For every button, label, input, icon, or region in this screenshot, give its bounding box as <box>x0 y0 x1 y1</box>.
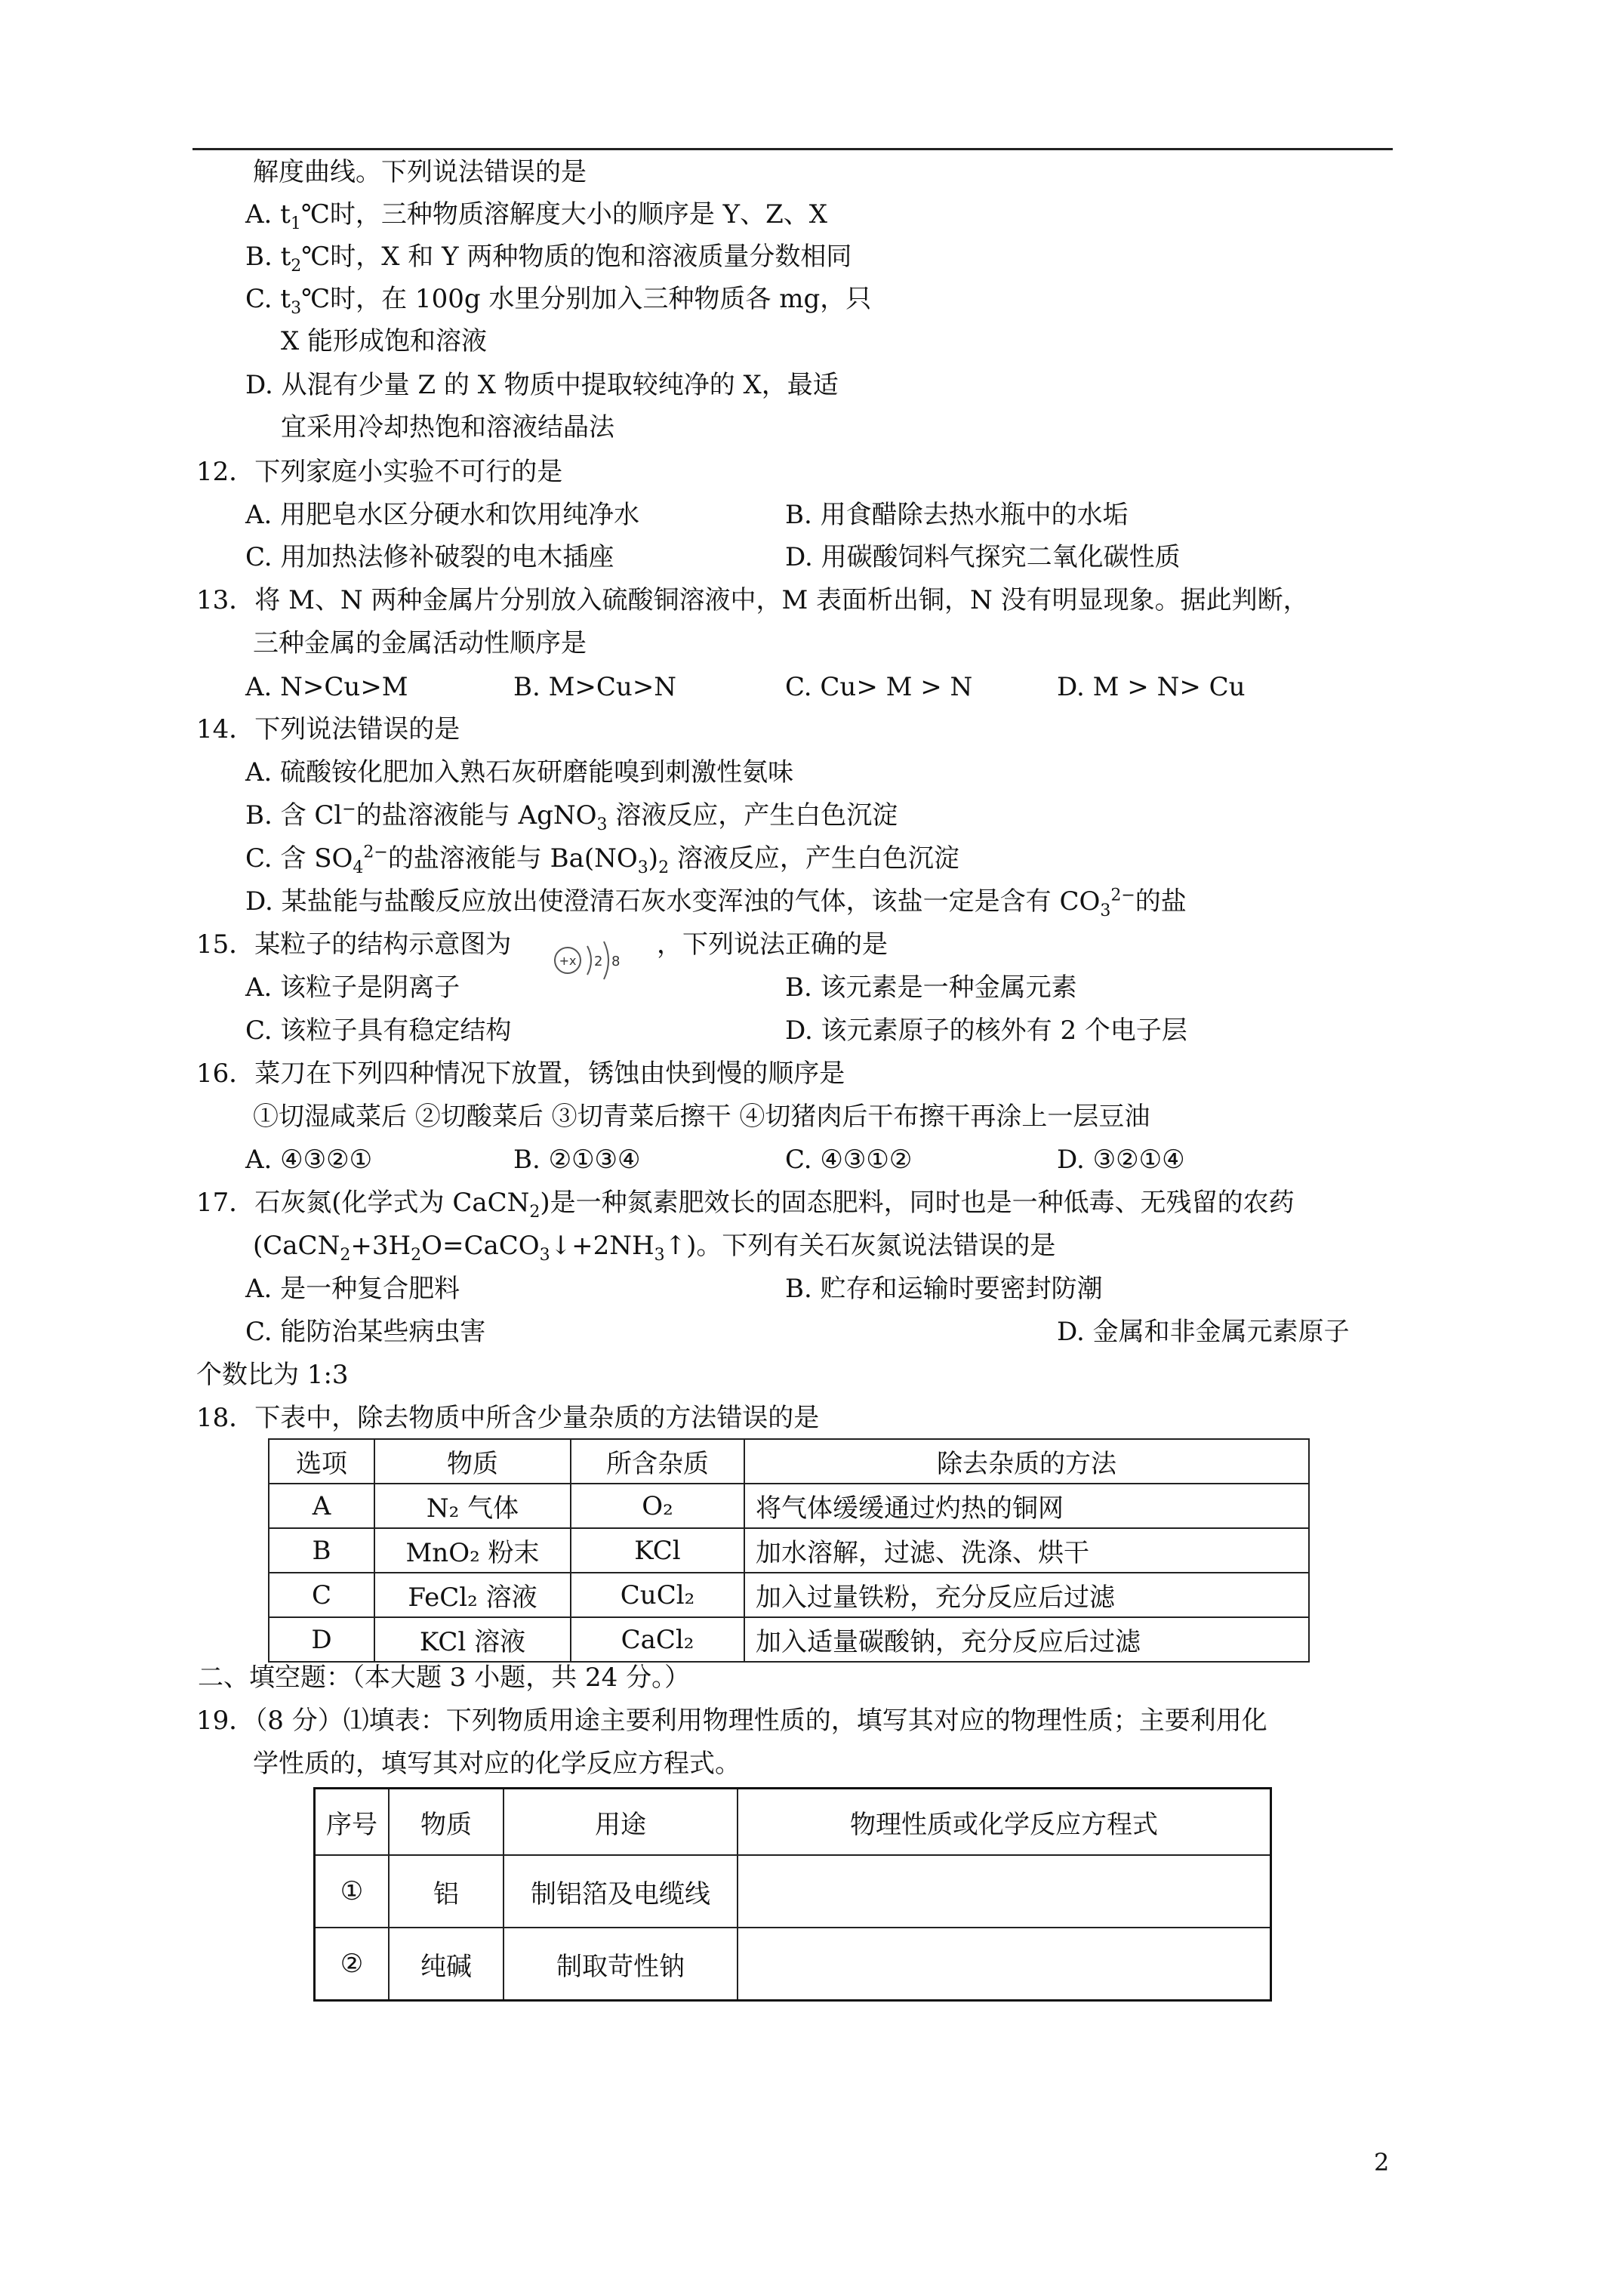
q16-stem: 16．菜刀在下列四种情况下放置，锈蚀由快到慢的顺序是 <box>196 1059 845 1089</box>
table-cell: 将气体缓缓通过灼热的铜网 <box>744 1484 1309 1528</box>
table-row <box>315 1855 1271 1928</box>
table-cell: O₂ <box>571 1484 744 1528</box>
q14-option-a: A. 硫酸铵化肥加入熟石灰研磨能嗅到刺激性氨味 <box>245 757 794 787</box>
table-row <box>269 1484 1309 1528</box>
q11-stem-cont: 解度曲线。下列说法错误的是 <box>253 157 587 187</box>
q12-option-b: B. 用食醋除去热水瓶中的水垢 <box>785 500 1129 530</box>
table-row <box>269 1617 1309 1662</box>
q16-option-a: A. ④③②① <box>245 1145 373 1175</box>
q16-option-d: D. ③②①④ <box>1057 1145 1185 1175</box>
table-header-cell: 序号 <box>315 1789 390 1856</box>
atom-shell1-label: 2 <box>594 954 603 969</box>
q15-option-c: C. 该粒子具有稳定结构 <box>245 1015 512 1046</box>
table-header-row <box>315 1789 1271 1856</box>
table-cell: ② <box>315 1928 390 2001</box>
q19-stem: 19．（8 分）⑴填表：下列物质用途主要利用物理性质的，填写其对应的物理性质；主要利用化 <box>196 1706 1267 1736</box>
q13-option-a: A. N>Cu>M <box>245 672 408 702</box>
table-cell: FeCl₂ 溶液 <box>374 1573 571 1617</box>
table-header-cell: 物质 <box>374 1439 571 1484</box>
q11-option-d-cont: 宜采用冷却热饱和溶液结晶法 <box>281 412 614 442</box>
q11-option-c: C. $t_3℃$时，在 100g 水里分别加入三种物质各 mg，只 <box>245 284 872 318</box>
table-cell: 加水溶解，过滤、洗涤、烘干 <box>744 1528 1309 1573</box>
table-cell: D <box>269 1617 374 1662</box>
table-row <box>269 1573 1309 1617</box>
q17-option-a: A. 是一种复合肥料 <box>245 1274 460 1304</box>
substance-use-table <box>313 1787 1272 2002</box>
table-cell: 加入适量碳酸钠，充分反应后过滤 <box>744 1617 1309 1662</box>
atom-structure-diagram <box>551 932 627 985</box>
table-cell: 铝 <box>389 1855 504 1928</box>
atom-nucleus-label: +x <box>559 954 577 968</box>
header-rule <box>192 148 1393 150</box>
q16-option-b: B. ②①③④ <box>513 1145 641 1175</box>
q18-stem: 18．下表中，除去物质中所含少量杂质的方法错误的是 <box>196 1403 820 1433</box>
q17-equation: $(CaCN_2+3H_2O=CaCO_3↓+2NH_3↑)$。下列有关石灰氮说法错误的是 <box>253 1231 1056 1265</box>
q14-option-d: D. 某盐能与盐酸反应放出使澄清石灰水变浑浊的气体，该盐一定是含有 $CO_3^{2-}$的盐 <box>245 886 1187 920</box>
table-header-cell: 物质 <box>389 1789 504 1856</box>
q13-option-c: C. Cu> M > N <box>785 672 973 702</box>
q17-option-d-cont: 个数比为 1:3 <box>196 1360 349 1390</box>
q13-stem: 13．将 M、N 两种金属片分别放入硫酸铜溶液中，M 表面析出铜，N 没有明显现象。据此判断， <box>196 585 1309 615</box>
table-header-cell: 用途 <box>504 1789 738 1856</box>
table-row <box>315 1928 1271 2001</box>
q11-option-c-cont: X 能形成饱和溶液 <box>281 326 488 356</box>
q15-option-b: B. 该元素是一种金属元素 <box>785 972 1077 1003</box>
table-cell: B <box>269 1528 374 1573</box>
q13-option-b: B. M>Cu>N <box>513 672 677 702</box>
q12-option-d: D. 用碳酸饲料气探究二氧化碳性质 <box>785 542 1181 572</box>
table-header-cell: 选项 <box>269 1439 374 1484</box>
q14-option-c: C. 含 $SO_4^{2-}$的盐溶液能与 $Ba(NO_3)_2$ 溶液反应，产生白色沉淀 <box>245 843 959 877</box>
q11-option-b: B. $t_2℃$时，X 和 Y 两种物质的饱和溶液质量分数相同 <box>245 242 852 276</box>
table-cell: A <box>269 1484 374 1528</box>
table-cell: 加入过量铁粉，充分反应后过滤 <box>744 1573 1309 1617</box>
q12-option-c: C. 用加热法修补破裂的电木插座 <box>245 542 614 572</box>
table-cell: CuCl₂ <box>571 1573 744 1617</box>
table-cell: 制铝箔及电缆线 <box>504 1855 738 1928</box>
q15-stem-tail: ，下列说法正确的是 <box>657 929 888 960</box>
q14-stem: 14．下列说法错误的是 <box>196 714 460 744</box>
q12-stem: 12．下列家庭小实验不可行的是 <box>196 457 563 487</box>
table-cell: CaCl₂ <box>571 1617 744 1662</box>
q12-option-a: A. 用肥皂水区分硬水和饮用纯净水 <box>245 500 640 530</box>
table-header-cell: 除去杂质的方法 <box>744 1439 1309 1484</box>
table-cell: C <box>269 1573 374 1617</box>
section-heading: 二、填空题：（本大题 3 小题，共 24 分。） <box>198 1663 691 1693</box>
q13-stem-cont: 三种金属的金属活动性顺序是 <box>253 628 587 658</box>
q17-option-d: D. 金属和非金属元素原子 <box>1057 1317 1350 1347</box>
table-header-row <box>269 1439 1309 1484</box>
table-cell: 制取苛性钠 <box>504 1928 738 2001</box>
q14-option-b: B. 含 Cl−的盐溶液能与 AgNO$_3$ 溶液反应，产生白色沉淀 <box>245 800 898 834</box>
q16-items: ①切湿咸菜后 ②切酸菜后 ③切青菜后擦干 ④切猪肉后干布擦干再涂上一层豆油 <box>253 1102 1150 1132</box>
q11-option-a: A. $t_1℃$时，三种物质溶解度大小的顺序是 Y、Z、X <box>245 199 827 233</box>
impurity-removal-table <box>268 1438 1310 1663</box>
atom-shell2-label: 8 <box>611 954 621 969</box>
table-row <box>269 1528 1309 1573</box>
table-cell: 纯碱 <box>389 1928 504 2001</box>
q17-option-c: C. 能防治某些病虫害 <box>245 1317 486 1347</box>
q17-option-b: B. 贮存和运输时要密封防潮 <box>785 1274 1103 1304</box>
answer-cell[interactable] <box>738 1928 1271 2001</box>
table-cell: ① <box>315 1855 390 1928</box>
page-number: 2 <box>1374 2148 1390 2177</box>
q15-option-d: D. 该元素原子的核外有 2 个电子层 <box>785 1015 1187 1046</box>
table-cell: KCl <box>571 1528 744 1573</box>
q13-option-d: D. M > N> Cu <box>1057 672 1246 702</box>
q15-stem: 15．某粒子的结构示意图为 <box>196 929 512 960</box>
table-cell: N₂ 气体 <box>374 1484 571 1528</box>
table-cell: KCl 溶液 <box>374 1617 571 1662</box>
answer-cell[interactable] <box>738 1855 1271 1928</box>
q19-stem-cont: 学性质的，填写其对应的化学反应方程式。 <box>253 1749 741 1779</box>
table-cell: MnO₂ 粉末 <box>374 1528 571 1573</box>
q16-option-c: C. ④③①② <box>785 1145 913 1175</box>
q11-option-d: D. 从混有少量 Z 的 X 物质中提取较纯净的 X，最适 <box>245 370 839 400</box>
table-header-cell: 物理性质或化学反应方程式 <box>738 1789 1271 1856</box>
q15-option-a: A. 该粒子是阴离子 <box>245 972 460 1003</box>
table-header-cell: 所含杂质 <box>571 1439 744 1484</box>
q17-stem: 17．石灰氮(化学式为 CaCN$_2$)是一种氮素肥效长的固态肥料，同时也是一种低毒、无残留的农药 <box>196 1188 1295 1222</box>
